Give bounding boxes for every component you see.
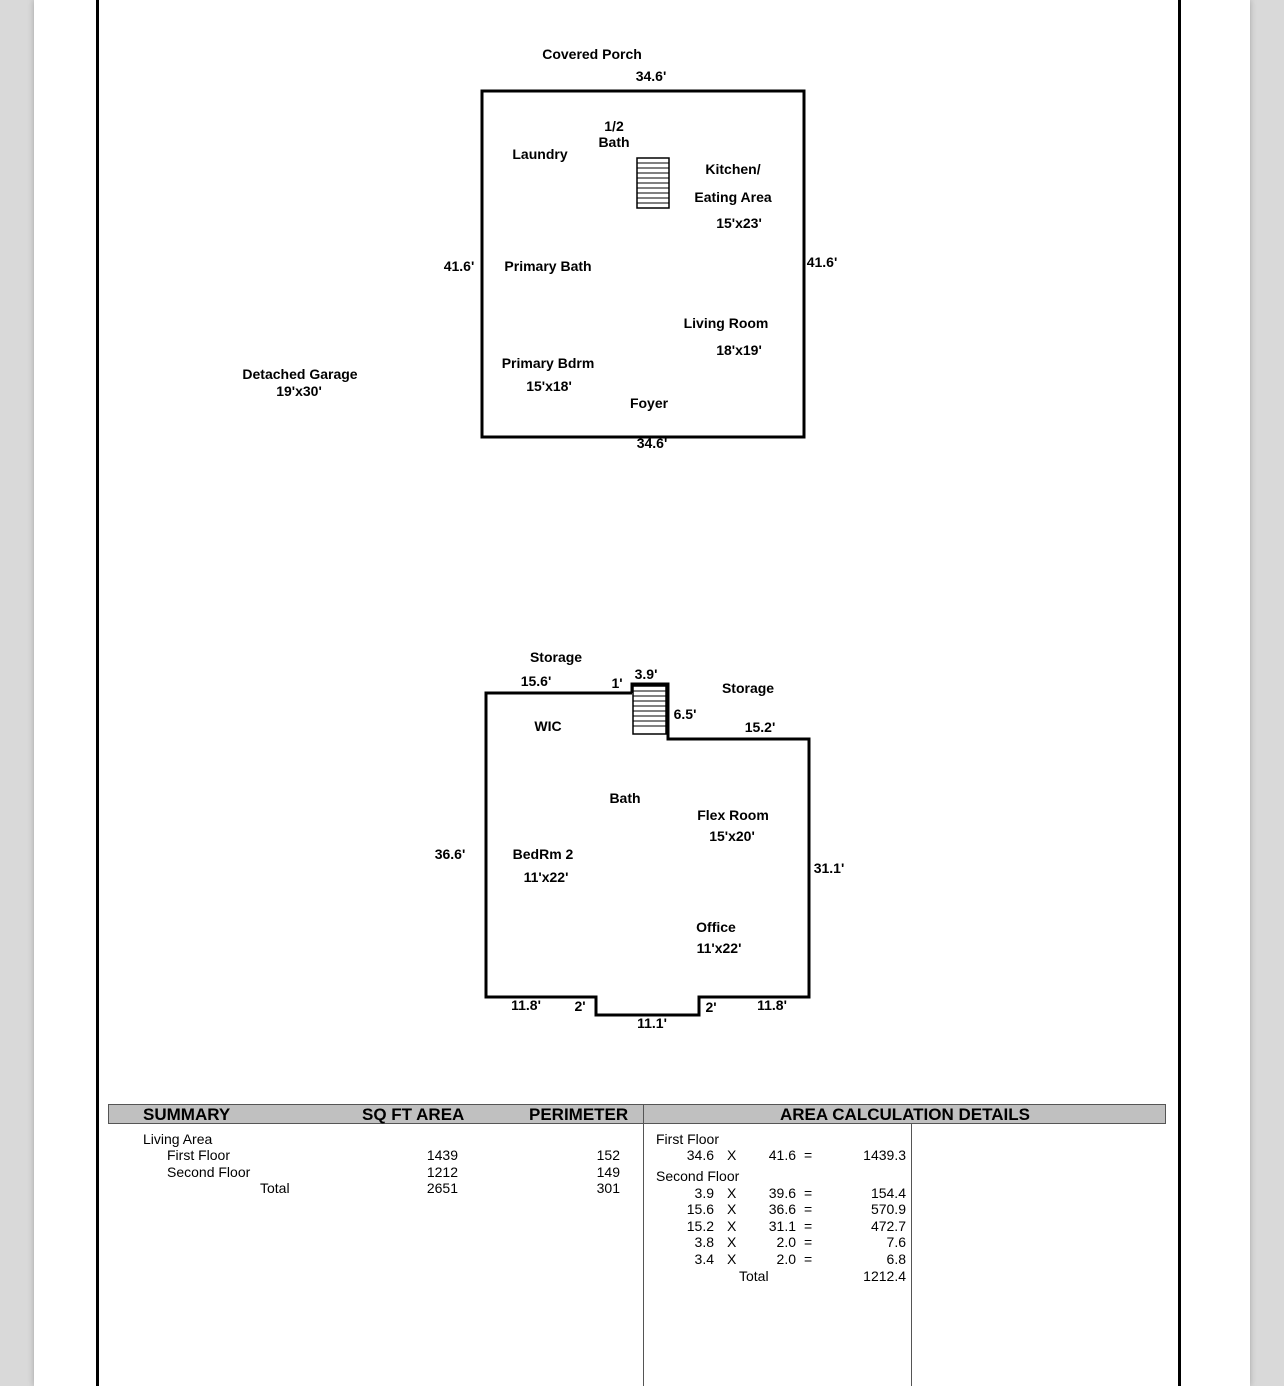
second-floor-stair-icon — [633, 686, 666, 734]
primary-bdrm-size-label: 15'x18' — [526, 378, 572, 394]
calc-result: 570.9 — [870, 1201, 906, 1217]
dimension-11-1: 11.1' — [637, 1015, 667, 1031]
detached-garage-size-label: 19'x30' — [276, 383, 322, 399]
calc-x: X — [727, 1185, 737, 1201]
calc-b: 31.1 — [768, 1218, 796, 1234]
dimension-1: 1' — [611, 675, 623, 691]
calc-x: X — [727, 1201, 737, 1217]
flex-room-size-label: 15'x20' — [709, 828, 755, 844]
calc-eq: = — [804, 1234, 813, 1250]
office-label: Office — [696, 919, 736, 935]
storage-right-label: Storage — [721, 680, 775, 696]
primary-bdrm-label: Primary Bdrm — [501, 355, 595, 371]
dimension-15-2: 15.2' — [744, 719, 776, 735]
dimension-6-5: 6.5' — [673, 706, 697, 722]
living-area-label: Living Area — [143, 1131, 213, 1147]
summary-row-sqft: 1439 — [426, 1147, 458, 1163]
summary-row-perimeter: 152 — [596, 1147, 620, 1163]
calc-a: 3.9 — [694, 1185, 714, 1201]
calc-a: 15.2 — [686, 1218, 714, 1234]
first-floor-bottom-dimension: 34.6' — [636, 435, 668, 451]
calc-eq: = — [804, 1185, 813, 1201]
dimension-11-8-right: 11.8' — [757, 997, 787, 1013]
summary-row-sqft: 1212 — [426, 1164, 458, 1180]
detached-garage-label: Detached Garage — [242, 366, 358, 382]
first-floor-stair-icon — [637, 158, 669, 208]
summary-total-sqft: 2651 — [426, 1180, 458, 1196]
summary-total-perimeter: 301 — [596, 1180, 620, 1196]
living-room-label: Living Room — [683, 315, 769, 331]
kitchen-size-label: 15'x23' — [716, 215, 762, 231]
dimension-15-6: 15.6' — [520, 673, 552, 689]
bedrm2-label: BedRm 2 — [512, 846, 574, 862]
calc-eq: = — [804, 1147, 813, 1163]
second-floor-right-dimension: 31.1' — [813, 860, 845, 876]
calc-a: 3.4 — [694, 1251, 714, 1267]
living-room-size-label: 18'x19' — [716, 342, 762, 358]
calc-result: 1439.3 — [863, 1147, 906, 1163]
first-floor-top-dimension: 34.6' — [635, 68, 667, 84]
calc-eq: = — [804, 1251, 813, 1267]
calc-result: 6.8 — [886, 1251, 906, 1267]
laundry-label: Laundry — [512, 146, 568, 162]
wic-label: WIC — [534, 718, 562, 734]
kitchen-label-line2: Eating Area — [694, 189, 772, 205]
calc-a: 3.8 — [694, 1234, 714, 1250]
calc-x: X — [727, 1251, 737, 1267]
second-floor-left-dimension: 36.6' — [434, 846, 466, 862]
calc-b: 36.6 — [768, 1201, 796, 1217]
first-floor-left-dimension: 41.6' — [443, 258, 475, 274]
dimension-2-left: 2' — [574, 998, 586, 1014]
calc-b: 39.6 — [768, 1185, 796, 1201]
storage-left-label: Storage — [529, 649, 583, 665]
kitchen-label-line1: Kitchen/ — [705, 161, 761, 177]
summary-row-perimeter: 149 — [596, 1164, 620, 1180]
summary-row-name: Second Floor — [167, 1164, 251, 1180]
details-first-floor-title: First Floor — [656, 1131, 719, 1147]
calc-a: 15.6 — [686, 1201, 714, 1217]
primary-bath-label: Primary Bath — [504, 258, 592, 274]
dimension-11-8-left: 11.8' — [511, 997, 541, 1013]
calc-eq: = — [804, 1201, 813, 1217]
dimension-3-9: 3.9' — [634, 666, 658, 682]
calc-b: 2.0 — [776, 1251, 796, 1267]
office-size-label: 11'x22' — [696, 940, 742, 956]
calc-result: 472.7 — [870, 1218, 906, 1234]
flex-room-label: Flex Room — [697, 807, 769, 823]
calc-b: 41.6 — [768, 1147, 796, 1163]
dimension-2-right: 2' — [705, 999, 717, 1015]
calc-x: X — [727, 1218, 737, 1234]
summary-column-divider — [643, 1104, 644, 1386]
sqft-area-header: SQ FT AREA — [362, 1105, 465, 1124]
calc-result: 154.4 — [870, 1185, 906, 1201]
details-column-divider — [911, 1124, 912, 1386]
calc-result: 7.6 — [886, 1234, 906, 1250]
calc-a: 34.6 — [686, 1147, 714, 1163]
details-second-floor-title: Second Floor — [656, 1168, 740, 1184]
calc-eq: = — [804, 1218, 813, 1234]
foyer-label: Foyer — [629, 395, 669, 411]
details-total-value: 1212.4 — [863, 1268, 906, 1284]
area-calculation-header: AREA CALCULATION DETAILS — [780, 1105, 1030, 1124]
first-floor-right-dimension: 41.6' — [806, 254, 838, 270]
details-total-label: Total — [739, 1268, 769, 1284]
bath-label: Bath — [609, 790, 641, 806]
calc-x: X — [727, 1147, 737, 1163]
summary-total-label: Total — [260, 1180, 290, 1196]
summary-header: SUMMARY — [143, 1105, 231, 1124]
calc-b: 2.0 — [776, 1234, 796, 1250]
calc-x: X — [727, 1234, 737, 1250]
perimeter-header: PERIMETER — [529, 1105, 629, 1124]
covered-porch-label: Covered Porch — [542, 46, 642, 62]
half-bath-label: 1/2 Bath — [598, 118, 630, 150]
bedrm2-size-label: 11'x22' — [523, 869, 569, 885]
summary-row-name: First Floor — [167, 1147, 230, 1163]
